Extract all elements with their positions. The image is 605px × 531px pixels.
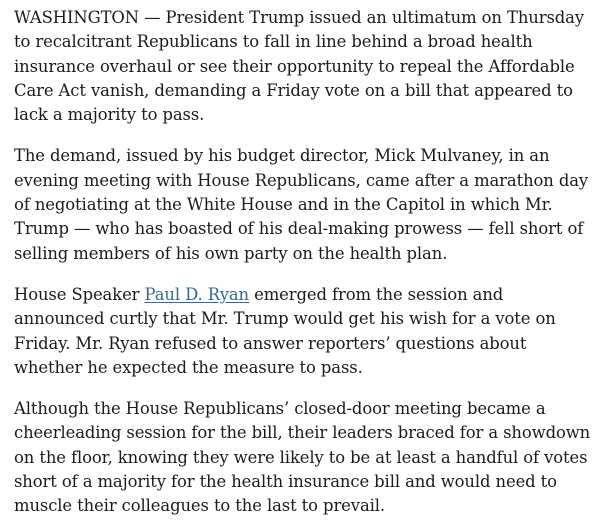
paragraph-3-lead: House Speaker <box>14 284 145 304</box>
paragraph-4: Although the House Republicans’ closed-door meeting became a cheerleading session for the bill, their leaders braced for a showdown on the floor, knowing they were likely to be at least a handful of votes short of a majority for the health insurance bill and would need to muscle their colleagues to the last to prevail. <box>14 399 591 516</box>
paragraph-3 <box>14 283 597 380</box>
paragraph-2: The demand, issued by his budget director, Mick Mulvaney, in an evening meeting with House Republicans, came after a marathon day of negotiating at the White House and in the Capitol in which Mr. Trump — who has boasted of his deal-making prowess — fell short of selling members of his own party on the health plan. <box>14 146 589 263</box>
paragraph-3-rest: emerged from the session and announced curtly that Mr. Trump would get his wish for a vote on Friday. Mr. Ryan refused to answer reporters’ questions about whether he expected the measure to pass. <box>14 284 556 377</box>
paragraph-1: WASHINGTON — President Trump issued an ultimatum on Thursday to recalcitrant Republicans to fall in line behind a broad health insurance overhaul or see their opportunity to repeal the Affordable Care Act vanish, demanding a Friday vote on a bill that appeared to lack a majority to pass. <box>14 8 585 125</box>
paul-ryan-link[interactable]: Paul D. Ryan <box>144 284 250 304</box>
